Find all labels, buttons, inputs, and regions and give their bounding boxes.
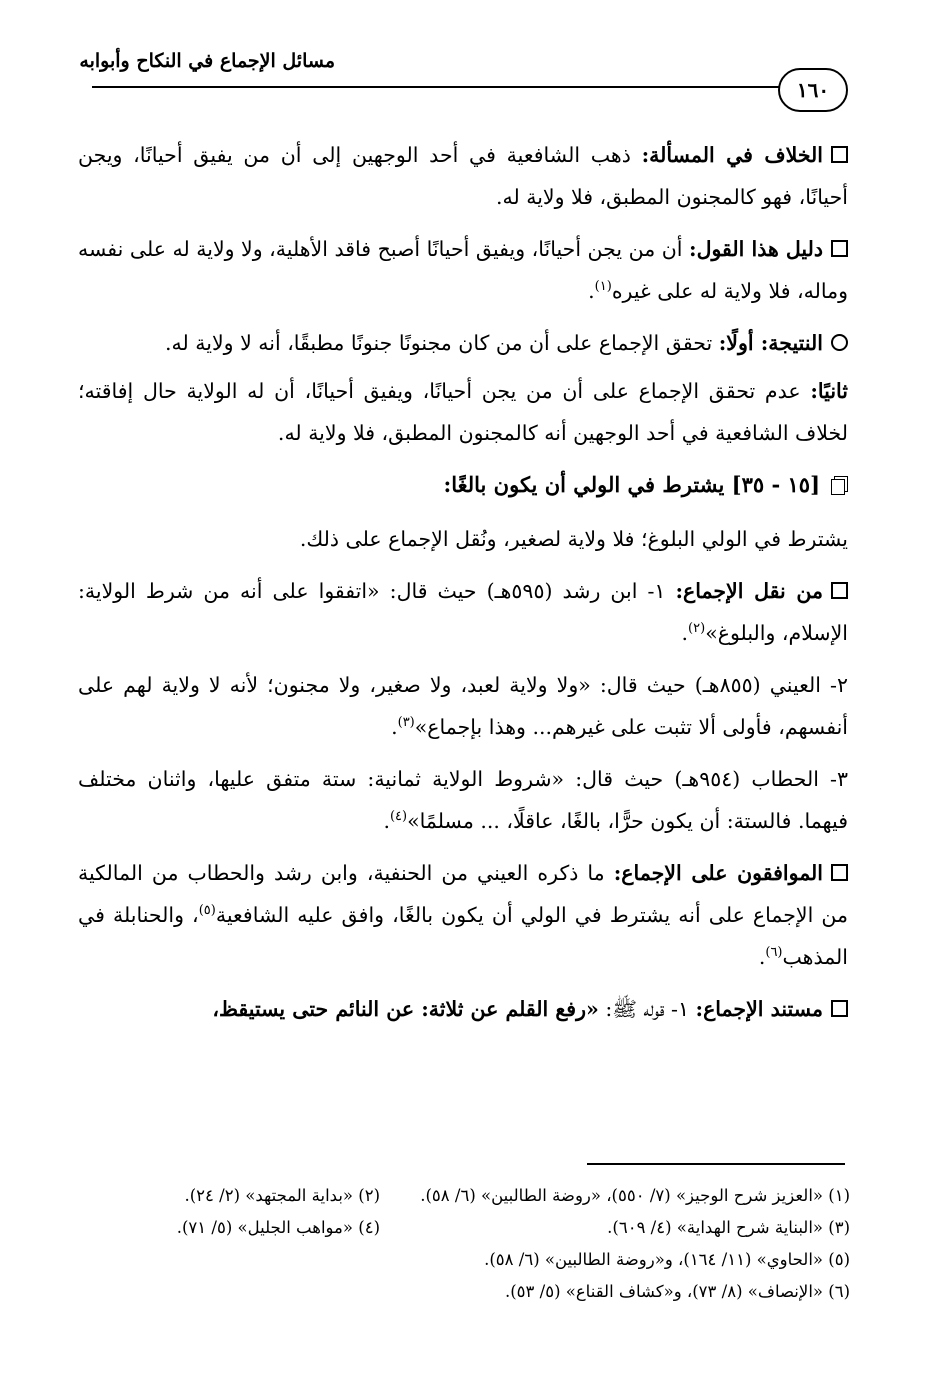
paragraph-text: تحقق الإجماع على أن من كان مجنونًا جنونًا مطبقًا، أنه لا ولاية له. (165, 331, 719, 355)
paragraph-disagreement (78, 134, 848, 218)
paragraph-condition (78, 518, 848, 560)
footnotes (80, 1180, 850, 1308)
paragraph-result-first (78, 322, 848, 364)
paragraph-text: عدم تحقق الإجماع على أن من يجن أحيانًا، ويفيق أحيانًا، أن له الولاية حال إفاقته؛ لخلاف الشافعية في أحد الوجهين أنه كالمجنون المطبق، فلا ولاية له. (78, 379, 848, 445)
paragraph-text: أن من يجن أحيانًا، ويفيق أحيانًا أصبح فاقد الأهلية، ولا ولاية له على نفسه وماله، فلا ولاية له على غيره (78, 237, 848, 303)
paragraph-text: ١- ابن رشد (٥٩٥هـ) حيث قال: «اتفقوا على أنه من شرط الولاية: الإسلام، والبلوغ» (78, 579, 848, 645)
footnote-row (80, 1180, 850, 1212)
footnote-4: (٤) «مواهب الجليل» (٥/ ٧١). (176, 1218, 380, 1237)
paragraph-text: ذهب الشافعية في أحد الوجهين إلى أن من يفيق أحيانًا، ويجن أحيانًا، فهو كالمجنون المطبق، فلا ولاية له. (78, 143, 848, 209)
paragraph-text: ما ذكره العيني من الحنفية، وابن رشد والحطاب من المالكية من الإجماع على أنه يشترط في الولي أن يكون بالغًا، وافق عليه الشافعية (78, 861, 848, 927)
paragraph-end: . (681, 621, 689, 645)
paragraph-end: . (391, 715, 398, 739)
square-bullet-icon (831, 864, 848, 881)
paragraph-text: ٣- الحطاب (٩٥٤هـ) حيث قال: «شروط الولاية ثمانية: ستة متفق عليها، واثنان مختلف فيهما. فالستة: أن يكون حرًّا، بالغًا، عاقلًا، ... مسلمًا» (78, 767, 848, 833)
paragraph-ayni (78, 664, 848, 748)
paragraph-text: ١- قوله ﷺ: (598, 997, 696, 1021)
circle-bullet-icon (831, 334, 848, 351)
main-text (78, 134, 848, 1040)
paragraph-basis (78, 988, 848, 1030)
page-number-badge: ١٦٠ (778, 68, 848, 112)
paragraph-end: . (588, 279, 595, 303)
paragraph-lead: ثانيًا: (810, 379, 848, 403)
paragraph-lead: دليل هذا القول: (689, 237, 823, 261)
footnote-ref: (٦) (765, 945, 783, 961)
paragraph-text: ٢- العيني (٨٥٥هـ) حيث قال: «ولا ولاية لعبد، ولا صغير، ولا مجنون؛ لأنه لا ولاية لهم على أنفسهم، فأولى ألا تثبت على غيرهم... وهذا بإجماع» (78, 673, 848, 739)
section-heading (78, 464, 848, 506)
section-heading-text: [١٥ - ٣٥] يشترط في الولي أن يكون بالغًا: (443, 472, 820, 497)
footnote-row (80, 1212, 850, 1244)
footnote-ref: (٤) (389, 809, 408, 825)
paragraph-text: يشترط في الولي البلوغ؛ فلا ولاية لصغير، ونُقل الإجماع على ذلك. (299, 527, 848, 551)
hadith-quote: «رفع القلم عن ثلاثة: عن النائم حتى يستيقظ، (212, 997, 599, 1021)
paragraph-agreeing (78, 852, 848, 978)
paragraph-hattab (78, 758, 848, 842)
footnote-ref: (٥) (198, 903, 216, 919)
paragraph-end: . (383, 809, 390, 833)
square-bullet-icon (831, 146, 848, 163)
footnote-ref: (٣) (397, 715, 415, 731)
footnote-1: (١) «العزيز شرح الوجيز» (٧/ ٥٥٠)، «روضة الطالبين» (٦/ ٥٨). (420, 1186, 850, 1205)
paragraph-result-second (78, 370, 848, 454)
footnote-5: (٥) «الحاوي» (١١/ ١٦٤)، و«روضة الطالبين» (٦/ ٥٨). (484, 1250, 850, 1269)
paragraph-lead: الخلاف في المسألة: (641, 143, 823, 167)
footnote-row (80, 1276, 850, 1308)
footnote-6: (٦) «الإنصاف» (٨/ ٧٣)، و«كشاف القناع» (٥/ ٥٣). (504, 1282, 850, 1301)
square-bullet-icon (831, 240, 848, 257)
footnote-separator (587, 1163, 845, 1165)
paragraph-end: . (758, 945, 766, 969)
paragraph-transmitters (78, 570, 848, 654)
square-bullet-icon (831, 1000, 848, 1017)
paragraph-lead: الموافقون على الإجماع: (613, 861, 823, 885)
footnote-row (80, 1244, 850, 1276)
footnote-ref: (١) (594, 279, 612, 295)
footnote-ref: (٢) (688, 621, 706, 637)
header-rule (92, 86, 847, 88)
footnote-3: (٣) «البناية شرح الهداية» (٤/ ٦٠٩). (607, 1218, 850, 1237)
book-icon (830, 476, 848, 494)
paragraph-text: ، والحنابلة في المذهب (78, 903, 848, 969)
running-header-title: مسائل الإجماع في النكاح وأبوابه (79, 50, 335, 72)
paragraph-lead: مستند الإجماع: (695, 997, 823, 1021)
square-bullet-icon (831, 582, 848, 599)
paragraph-lead: النتيجة: أولًا: (718, 331, 823, 355)
footnote-2: (٢) «بداية المجتهد» (٢/ ٢٤). (184, 1186, 380, 1205)
paragraph-lead: من نقل الإجماع: (675, 579, 823, 603)
paragraph-evidence (78, 228, 848, 312)
